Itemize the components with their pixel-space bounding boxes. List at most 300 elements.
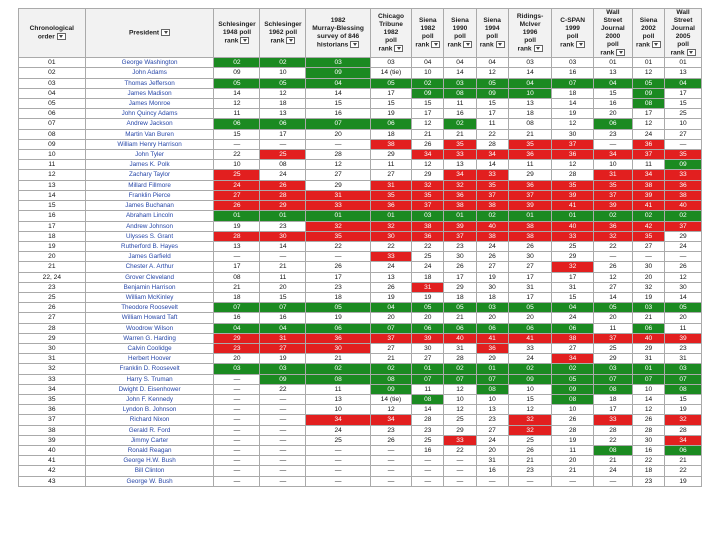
rank-cell: 06 [552,323,593,333]
sort-icon[interactable] [687,49,696,56]
rank-cell: 31 [370,180,411,190]
column-header-10[interactable] [552,9,593,58]
rank-cell: 13 [593,68,632,78]
rank-cell: — [593,476,632,486]
rank-cell: 17 [552,272,593,282]
rank-cell: 19 [412,292,444,302]
column-header-12[interactable] [632,9,664,58]
president-link[interactable]: Abraham Lincoln [85,211,214,221]
rank-cell: 41 [632,201,664,211]
rank-cell: 20 [306,129,370,139]
column-header-text: 1948 poll [222,29,252,36]
chronological-order-cell: 11 [19,160,86,170]
column-header-text: Wall [676,9,690,16]
president-link[interactable]: John F. Kennedy [85,394,214,404]
table-row [19,139,702,149]
president-link[interactable]: Dwight D. Eisenhower [85,384,214,394]
president-link[interactable]: Harry S. Truman [85,374,214,384]
president-link[interactable]: Lyndon B. Johnson [85,405,214,415]
rank-cell: 29 [412,170,444,180]
rank-cell: 31 [260,333,306,343]
rank-cell: 37 [552,139,593,149]
column-header-9[interactable] [508,9,552,58]
rank-cell: 19 [665,405,702,415]
rank-cell: 26 [552,415,593,425]
president-link[interactable]: James Garfield [85,252,214,262]
column-header-text: Journal [600,25,625,32]
rank-cell: 02 [593,211,632,221]
president-link[interactable]: Bill Clinton [85,466,214,476]
president-link[interactable]: Theodore Roosevelt [85,303,214,313]
rank-cell: 15 [508,394,552,404]
rank-cell: 38 [476,231,508,241]
rank-cell: 36 [444,190,476,200]
presidential-rankings-table [18,8,702,487]
rank-cell: 23 [260,221,306,231]
president-link[interactable]: Andrew Jackson [85,119,214,129]
rank-cell: 24 [412,262,444,272]
column-header-text: 1982 [383,29,399,36]
rank-cell: 19 [632,292,664,302]
president-link[interactable]: George W. Bush [85,476,214,486]
sort-icon[interactable] [652,41,661,48]
rank-cell: 38 [412,221,444,231]
rank-cell: 19 [306,313,370,323]
rank-cell: 26 [508,445,552,455]
rank-cell: 32 [306,221,370,231]
rank-cell: 12 [593,272,632,282]
table-row [19,241,702,251]
rank-cell: 28 [552,425,593,435]
chronological-order-cell: 30 [19,343,86,353]
table-row [19,466,702,476]
table-row [19,160,702,170]
rank-cell: 03 [214,364,260,374]
president-link[interactable]: William Howard Taft [85,313,214,323]
rank-cell: 07 [370,323,411,333]
rank-cell: 34 [306,415,370,425]
chronological-order-cell: 42 [19,466,86,476]
president-link[interactable]: George H.W. Bush [85,456,214,466]
rank-cell: 11 [593,323,632,333]
rank-cell: 29 [306,180,370,190]
rank-cell: 40 [632,333,664,343]
rank-cell: 19 [665,476,702,486]
rank-cell: 01 [412,364,444,374]
rank-cell: 26 [306,262,370,272]
rank-cell: 10 [412,68,444,78]
rank-cell: — [260,476,306,486]
rank-cell: 16 [632,445,664,455]
president-link[interactable]: Thomas Jefferson [85,78,214,88]
rank-cell: 30 [306,343,370,353]
president-link[interactable]: John Adams [85,68,214,78]
rank-cell: 11 [665,323,702,333]
rank-cell: 22 [593,241,632,251]
rank-cell: 15 [665,394,702,404]
rank-cell: 21 [370,354,411,364]
rank-cell: 36 [306,333,370,343]
rank-cell: 04 [508,78,552,88]
rank-cell: 26 [370,435,411,445]
rank-cell: 30 [508,252,552,262]
rank-cell: 28 [306,150,370,160]
rank-cell: — [370,445,411,455]
rank-cell: 09 [370,384,411,394]
rank-cell: 03 [665,364,702,374]
rank-cell: 02 [476,211,508,221]
rank-cell: 03 [412,211,444,221]
rank-cell: 06 [370,119,411,129]
rank-cell: 07 [665,374,702,384]
column-header-text: President [129,29,160,37]
rank-cell: 28 [444,354,476,364]
rank-cell: 20 [260,282,306,292]
rank-cell: 24 [508,354,552,364]
table-row [19,415,702,425]
president-link[interactable]: Calvin Coolidge [85,343,214,353]
column-header-text: rank [447,41,462,49]
president-link[interactable]: Woodrow Wilson [85,323,214,333]
rank-cell: 33 [552,231,593,241]
table-row [19,119,702,129]
rank-cell: 12 [412,119,444,129]
sort-icon[interactable] [616,49,625,56]
chronological-order-cell: 13 [19,180,86,190]
table-row [19,180,702,190]
rank-cell: 40 [665,201,702,211]
rank-cell: — [260,425,306,435]
rank-cell: 07 [632,374,664,384]
rank-cell: 35 [476,180,508,190]
sort-icon[interactable] [57,33,66,40]
rank-cell: 29 [444,425,476,435]
president-link[interactable]: John Quincy Adams [85,109,214,119]
rank-cell: 03 [370,58,411,68]
rank-cell: 37 [412,201,444,211]
rank-cell: 08 [260,160,306,170]
column-header-text: 1994 [484,25,500,32]
column-header-1[interactable] [85,9,214,58]
rank-cell: — [444,476,476,486]
rank-cell: 34 [412,150,444,160]
rank-cell: 23 [593,129,632,139]
rank-cell: 27 [214,190,260,200]
rank-cell: 12 [370,405,411,415]
chronological-order-cell: 08 [19,129,86,139]
rank-cell: 05 [632,78,664,88]
rank-cell: 13 [214,241,260,251]
president-link[interactable]: Jimmy Carter [85,435,214,445]
rank-cell: 04 [665,78,702,88]
president-link[interactable]: Benjamin Harrison [85,282,214,292]
rank-cell: 38 [665,190,702,200]
president-link[interactable]: Andrew Johnson [85,221,214,231]
rank-cell: 21 [665,456,702,466]
rank-cell: 15 [260,292,306,302]
sort-icon[interactable] [350,41,359,48]
rank-cell: 25 [508,435,552,445]
table-row [19,262,702,272]
president-link[interactable]: Franklin D. Roosevelt [85,364,214,374]
rank-cell: 03 [593,364,632,374]
table-row [19,333,702,343]
rank-cell: 38 [476,201,508,211]
table-row [19,201,702,211]
rank-cell: 26 [214,201,260,211]
rank-cell: 24 [593,466,632,476]
rank-cell: 05 [370,78,411,88]
sort-icon[interactable] [286,37,295,44]
sort-icon[interactable] [161,29,170,36]
chronological-order-cell: 32 [19,364,86,374]
rank-cell: 13 [476,405,508,415]
rank-cell: 14 [412,405,444,415]
rank-cell: 22 [306,241,370,251]
column-header-3[interactable] [260,9,306,58]
rank-cell: 15 [593,88,632,98]
rank-cell: 23 [476,415,508,425]
president-link[interactable]: Martin Van Buren [85,129,214,139]
rank-cell: 29 [665,231,702,241]
rank-cell: 17 [665,88,702,98]
table-row [19,68,702,78]
table-row [19,292,702,302]
president-link[interactable]: Herbert Hoover [85,354,214,364]
column-header-text: poll [642,33,655,40]
column-header-13[interactable] [665,9,702,58]
sort-icon[interactable] [394,45,403,52]
rank-cell: 21 [593,456,632,466]
column-header-text: Chicago [377,13,404,20]
rank-cell: 21 [412,129,444,139]
rank-cell: 33 [508,343,552,353]
column-header-11[interactable] [593,9,632,58]
chronological-order-cell: 07 [19,119,86,129]
rank-cell: 29 [260,201,306,211]
sort-icon[interactable] [576,41,585,48]
rank-cell: 24 [306,425,370,435]
rank-cell: 01 [476,364,508,374]
president-link[interactable]: George Washington [85,58,214,68]
rank-cell: 15 [665,99,702,109]
president-link[interactable]: Gerald R. Ford [85,425,214,435]
table-row [19,282,702,292]
rank-cell: 30 [444,252,476,262]
president-link[interactable]: Grover Cleveland [85,272,214,282]
rank-cell: 15 [476,99,508,109]
president-link[interactable]: Richard Nixon [85,415,214,425]
column-header-2[interactable] [214,9,260,58]
rank-cell: 08 [306,374,370,384]
rank-cell: 01 [632,364,664,374]
rank-cell: 15 [306,99,370,109]
rank-cell: — [214,435,260,445]
rank-cell: 08 [593,445,632,455]
rank-cell: 25 [306,435,370,445]
president-link[interactable]: Zachary Taylor [85,170,214,180]
rank-cell: 31 [593,170,632,180]
rank-cell: — [444,456,476,466]
rank-cell: 08 [665,384,702,394]
rank-cell: 04 [412,58,444,68]
rank-cell: 33 [306,201,370,211]
rank-cell: 03 [444,78,476,88]
rank-cell: 15 [552,292,593,302]
president-link[interactable]: Warren G. Harding [85,333,214,343]
rank-cell: 27 [552,343,593,353]
president-link[interactable]: Rutherford B. Hayes [85,241,214,251]
rank-cell: 15 [412,99,444,109]
rank-cell: 13 [508,99,552,109]
rank-cell: 24 [214,180,260,190]
rank-cell: 35 [444,139,476,149]
rank-cell: 29 [632,343,664,353]
rank-cell: 11 [260,272,306,282]
rank-cell: 28 [593,425,632,435]
rank-cell: 20 [552,456,593,466]
rank-cell: 19 [260,354,306,364]
chronological-order-cell: 09 [19,139,86,149]
president-link[interactable]: William McKinley [85,292,214,302]
rank-cell: — [370,466,411,476]
rank-cell: 40 [476,221,508,231]
rank-cell: 05 [508,303,552,313]
rank-cell: 11 [370,160,411,170]
rank-cell: 25 [214,170,260,180]
rank-cell: 26 [476,252,508,262]
column-header-6[interactable] [412,9,444,58]
rank-cell: 34 [444,170,476,180]
table-row [19,88,702,98]
rank-cell: 36 [370,201,411,211]
sort-icon[interactable] [240,37,249,44]
rank-cell: 41 [552,201,593,211]
rank-cell: 02 [552,364,593,374]
rank-cell: 24 [476,241,508,251]
rank-cell: 37 [632,150,664,160]
rank-cell: 26 [370,282,411,292]
president-link[interactable]: Franklin Pierce [85,190,214,200]
rank-cell: 11 [214,109,260,119]
rank-cell: 26 [412,139,444,149]
president-link[interactable]: James Buchanan [85,201,214,211]
rank-cell: 07 [412,374,444,384]
rank-cell: 28 [412,415,444,425]
rank-cell: 34 [552,354,593,364]
rank-cell: — [260,466,306,476]
president-link[interactable]: William Henry Harrison [85,139,214,149]
rank-cell: 30 [632,435,664,445]
president-link[interactable]: John Tyler [85,150,214,160]
rank-cell: 38 [508,231,552,241]
president-link[interactable]: James Monroe [85,99,214,109]
chronological-order-cell: 28 [19,323,86,333]
rank-cell: 24 [632,129,664,139]
rank-cell: 01 [632,58,664,68]
president-link[interactable]: James K. Polk [85,160,214,170]
rank-cell: 34 [370,415,411,425]
rank-cell: — [214,425,260,435]
rank-cell: 03 [632,303,664,313]
rank-cell: — [593,139,632,149]
rank-cell: 06 [508,323,552,333]
rank-cell: 28 [214,231,260,241]
column-header-0[interactable] [19,9,86,58]
rank-cell: 04 [370,303,411,313]
sort-icon[interactable] [496,41,505,48]
rank-cell: 27 [593,282,632,292]
rankings-table-container [18,8,702,536]
rank-cell: 20 [632,272,664,282]
column-header-text: poll [607,41,619,48]
rank-cell: 31 [476,456,508,466]
rank-cell: 09 [665,160,702,170]
chronological-order-cell: 34 [19,384,86,394]
column-header-7[interactable] [444,9,476,58]
rank-cell: 16 [306,109,370,119]
rank-cell: — [412,476,444,486]
chronological-order-cell: 22, 24 [19,272,86,282]
rank-cell: 35 [370,190,411,200]
rank-cell: — [214,252,260,262]
chronological-order-cell: 05 [19,99,86,109]
rank-cell: 14 (tie) [370,68,411,78]
column-header-4[interactable] [306,9,370,58]
sort-icon[interactable] [463,41,472,48]
rank-cell: 11 [306,384,370,394]
rank-cell: 18 [412,272,444,282]
rank-cell: — [214,394,260,404]
president-link[interactable]: James Madison [85,88,214,98]
sort-icon[interactable] [534,45,543,52]
president-link[interactable]: Millard Fillmore [85,180,214,190]
rank-cell: 20 [476,313,508,323]
rank-cell: 26 [593,262,632,272]
rank-cell: 16 [593,99,632,109]
rank-cell: 23 [412,425,444,435]
president-link[interactable]: Ulysses S. Grant [85,231,214,241]
rank-cell: 17 [306,272,370,282]
rank-cell: 18 [370,129,411,139]
rank-cell: 22 [476,129,508,139]
rank-cell: — [260,415,306,425]
rank-cell: 26 [665,262,702,272]
rank-cell: 05 [444,303,476,313]
column-header-8[interactable] [476,9,508,58]
chronological-order-cell: 14 [19,190,86,200]
chronological-order-cell: 04 [19,88,86,98]
sort-icon[interactable] [431,41,440,48]
rank-cell: 11 [508,160,552,170]
rank-cell: 27 [665,129,702,139]
rank-cell: 26 [632,415,664,425]
rank-cell: 18 [508,109,552,119]
rank-cell: 19 [370,292,411,302]
table-row [19,374,702,384]
rank-cell: 32 [444,180,476,190]
rank-cell: 01 [508,211,552,221]
president-link[interactable]: Chester A. Arthur [85,262,214,272]
rank-cell: 31 [552,282,593,292]
rank-cell: 22 [370,241,411,251]
rank-cell: 21 [444,313,476,323]
rank-cell: 21 [508,129,552,139]
president-link[interactable]: Ronald Reagan [85,445,214,455]
column-header-5[interactable] [370,9,411,58]
rank-cell: 09 [306,68,370,78]
rank-cell: 35 [552,180,593,190]
